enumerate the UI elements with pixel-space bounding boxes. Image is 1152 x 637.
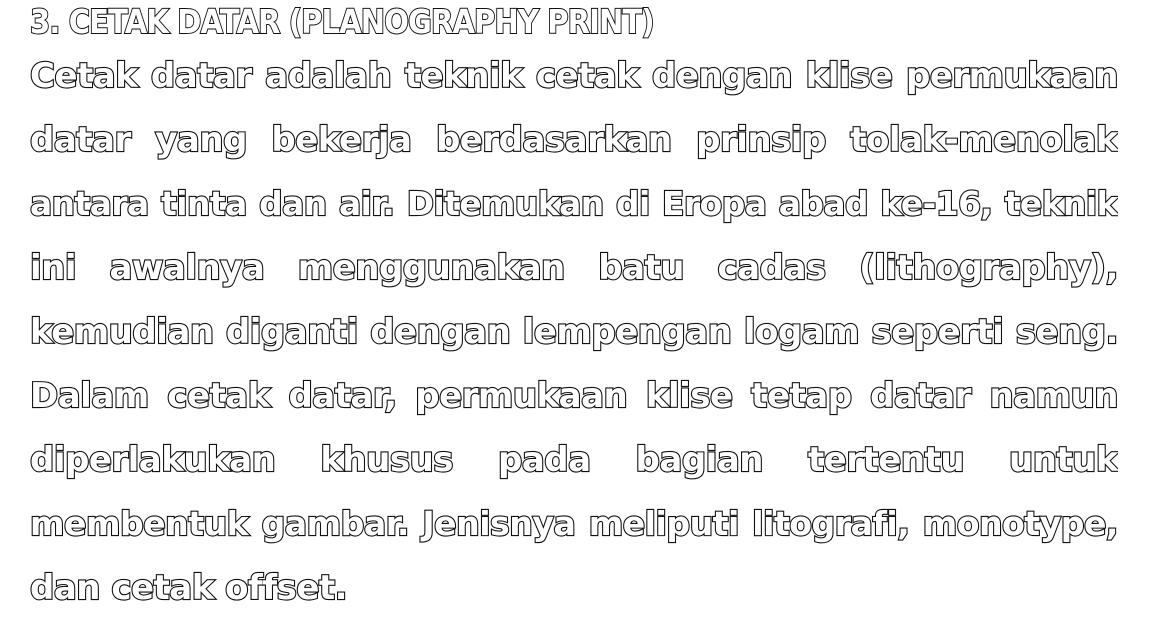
paragraph bbox=[30, 44, 1118, 620]
paragraph-line-1: Cetak datar adalah teknik cetak dengan klise permukaan bbox=[30, 56, 1118, 96]
section-heading: 3. CETAK DATAR (PLANOGRAPHY PRINT) bbox=[30, 2, 654, 41]
paragraph-line-9: dan cetak offset. bbox=[30, 568, 348, 608]
paragraph-line-3: antara tinta dan air. Ditemukan di Eropa abad ke-16, teknik bbox=[30, 185, 1118, 223]
paragraph-line-6: Dalam cetak datar, permukaan klise tetap datar namun bbox=[30, 376, 1118, 416]
paragraph-line-2: datar yang bekerja berdasarkan prinsip tolak-menolak bbox=[30, 120, 1118, 160]
paragraph-line-4: ini awalnya menggunakan batu cadas (lithography), bbox=[30, 248, 1118, 288]
paragraph-line-8: membentuk gambar. Jenisnya meliputi litografi, monotype, bbox=[30, 504, 1118, 543]
paragraph-line-7: diperlakukan khusus pada bagian tertentu untuk bbox=[30, 440, 1118, 480]
paragraph-line-5: kemudian diganti dengan lempengan logam seperti seng. bbox=[30, 312, 1118, 352]
